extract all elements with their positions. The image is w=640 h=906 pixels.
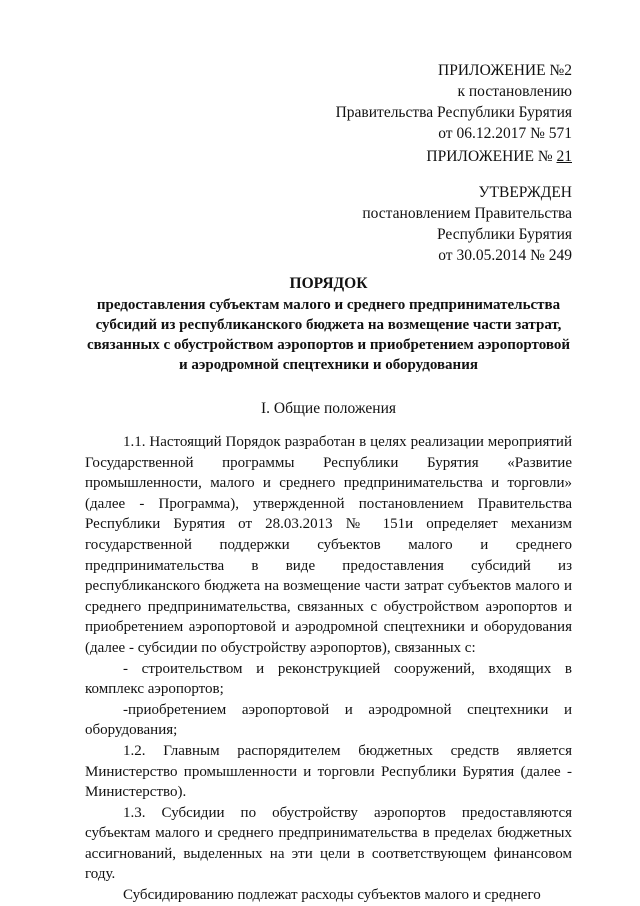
appendix-2-block [336,60,572,144]
appendix-21-prefix: ПРИЛОЖЕНИЕ № [426,148,557,165]
appendix-21-number: 21 [556,148,572,165]
document-body [85,432,572,906]
paragraph-1-3: 1.3. Субсидии по обустройству аэропортов предоставляются субъектам малого и среднего предпринимательства в пределах бюджетных ассигнований, выделенных на эти цели в соответствующем финансовом году. [85,804,572,883]
document-subtitle: предоставления субъектам малого и среднего предпринимательства субсидий из республиканского бюджета на возмещение части затрат, связанных с обустройством аэропортов и приобретением аэропортовой и аэродромной спецтехники и оборудования [87,297,570,373]
paragraph-subsidy: Субсидированию подлежат расходы субъектов малого и среднего [123,887,541,904]
approved-line3: от 30.05.2014 № 249 [438,247,572,264]
appendix-21-block [426,146,572,167]
document-heading: ПОРЯДОК [289,275,368,292]
paragraph-1-2: 1.2. Главным распорядителем бюджетных средств является Министерство промышленности и торговли Республики Бурятия (далее - Министерство). [85,742,572,801]
approved-line2: Республики Бурятия [437,226,572,243]
appendix-2-line3: от 06.12.2017 № 571 [438,125,572,142]
appendix-2-line2: Правительства Республики Бурятия [335,104,572,121]
section-title: I. Общие положения [260,400,397,417]
document-title [85,274,572,375]
appendix-21-title [426,146,572,167]
paragraph-list-item-2: -приобретением аэропортовой и аэродромной спецтехники и оборудования; [85,701,572,739]
appendix-2-title: ПРИЛОЖЕНИЕ №2 [438,62,572,79]
paragraph-list-item-1: - строительством и реконструкцией сооружений, входящих в комплекс аэропортов; [85,660,572,698]
approved-line1: постановлением Правительства [362,205,572,222]
appendix-2-line1: к постановлению [457,83,572,100]
approved-title: УТВЕРЖДЕН [478,184,572,201]
paragraph-1-1: 1.1. Настоящий Порядок разработан в целях реализации мероприятий Государственной программы Республики Бурятия «Развитие промышленности, малого и среднего предпринимательства и торговли» (далее - Программа), утвержденной постановлением Правительства Республики Бурятия от 28.03.2013 № 151и определяет механизм государственной поддержки субъектов малого и среднего предпринимательства в виде предоставления субсидий из республиканского бюджета на возмещение части затрат субъектов малого и среднего предпринимательства, связанных с обустройством аэропортов и приобретением аэропортовой и аэродромной спецтехники и оборудования (далее - субсидии по обустройству аэропортов), связанных с: [85,434,572,656]
approved-block [362,182,572,266]
